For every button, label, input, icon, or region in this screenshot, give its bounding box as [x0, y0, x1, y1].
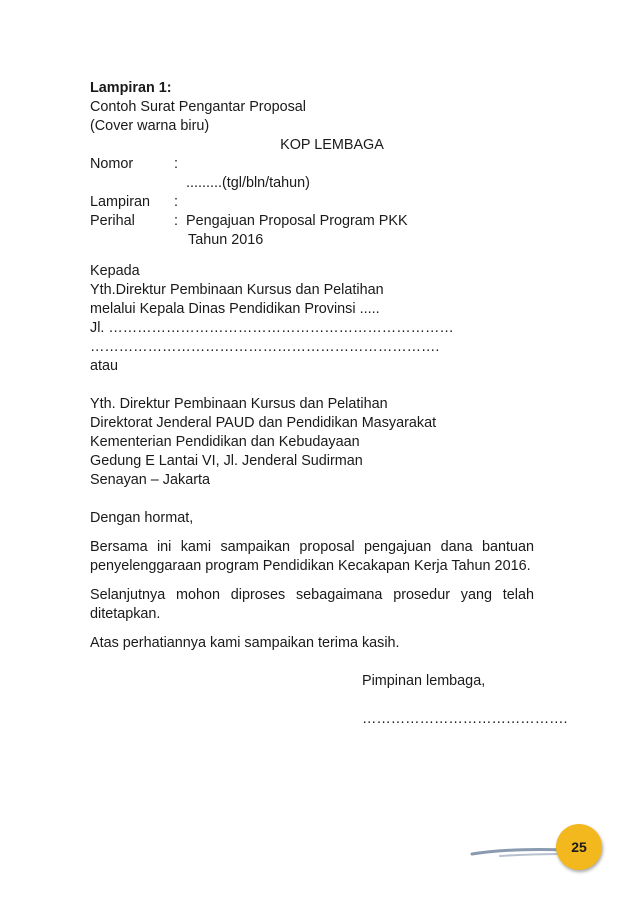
- perihal-colon: :: [174, 213, 178, 229]
- perihal-value: Pengajuan Proposal Program PKK: [186, 213, 408, 229]
- nomor-date: .........(tgl/bln/tahun): [186, 175, 310, 191]
- body-paragraph-1: Bersama ini kami sampaikan proposal pengajuan dana bantuan penyelenggaraan program Pendidikan Kecakapan Kerja Tahun 2016.: [90, 539, 534, 574]
- perihal-row: [90, 212, 534, 231]
- alt-recipient-line-5: Senayan – Jakarta: [90, 472, 211, 488]
- letter-content: [90, 79, 568, 729]
- page-number-badge: [470, 824, 610, 884]
- recipient-line-4: ……………………………………………………………….: [90, 339, 440, 355]
- nomor-colon: :: [174, 156, 178, 172]
- alt-recipient-line-1: Yth. Direktur Pembinaan Kursus dan Pelatihan: [90, 396, 388, 412]
- perihal-value-2: Tahun 2016: [188, 232, 264, 248]
- nomor-row: [90, 155, 534, 174]
- lampiran-colon: :: [174, 194, 178, 210]
- page-number: 25: [556, 824, 602, 870]
- recipient-line-2: melalui Kepala Dinas Pendidikan Provinsi .....: [90, 301, 380, 317]
- attachment-note: (Cover warna biru): [90, 118, 210, 134]
- alt-recipient-line-4: Gedung E Lantai VI, Jl. Jenderal Sudirman: [90, 453, 363, 469]
- signature-line: …………………………………….: [362, 711, 568, 727]
- nomor-label: Nomor: [90, 156, 134, 172]
- signature-title: Pimpinan lembaga,: [362, 673, 486, 689]
- perihal-label: Perihal: [90, 213, 135, 229]
- body-paragraph-2: Selanjutnya mohon diproses sebagaimana prosedur yang telah ditetapkan.: [90, 587, 534, 622]
- attachment-heading: Lampiran 1:: [90, 80, 172, 96]
- attachment-subtitle: Contoh Surat Pengantar Proposal: [90, 99, 307, 115]
- alt-recipient-line-2: Direktorat Jenderal PAUD dan Pendidikan Masyarakat: [90, 415, 437, 431]
- alt-recipient-line-3: Kementerian Pendidikan dan Kebudayaan: [90, 434, 360, 450]
- recipient-line-1: Yth.Direktur Pembinaan Kursus dan Pelatihan: [90, 282, 384, 298]
- kepada-label: Kepada: [90, 263, 140, 279]
- lampiran-label: Lampiran: [90, 194, 150, 210]
- recipient-line-3: Jl. ………………………………………………………………: [90, 320, 454, 336]
- greeting: Dengan hormat,: [90, 510, 194, 526]
- body-paragraph-3: Atas perhatiannya kami sampaikan terima kasih.: [90, 635, 400, 651]
- letterhead: KOP LEMBAGA: [280, 137, 384, 153]
- lampiran-row: [90, 193, 534, 212]
- atau-label: atau: [90, 358, 119, 374]
